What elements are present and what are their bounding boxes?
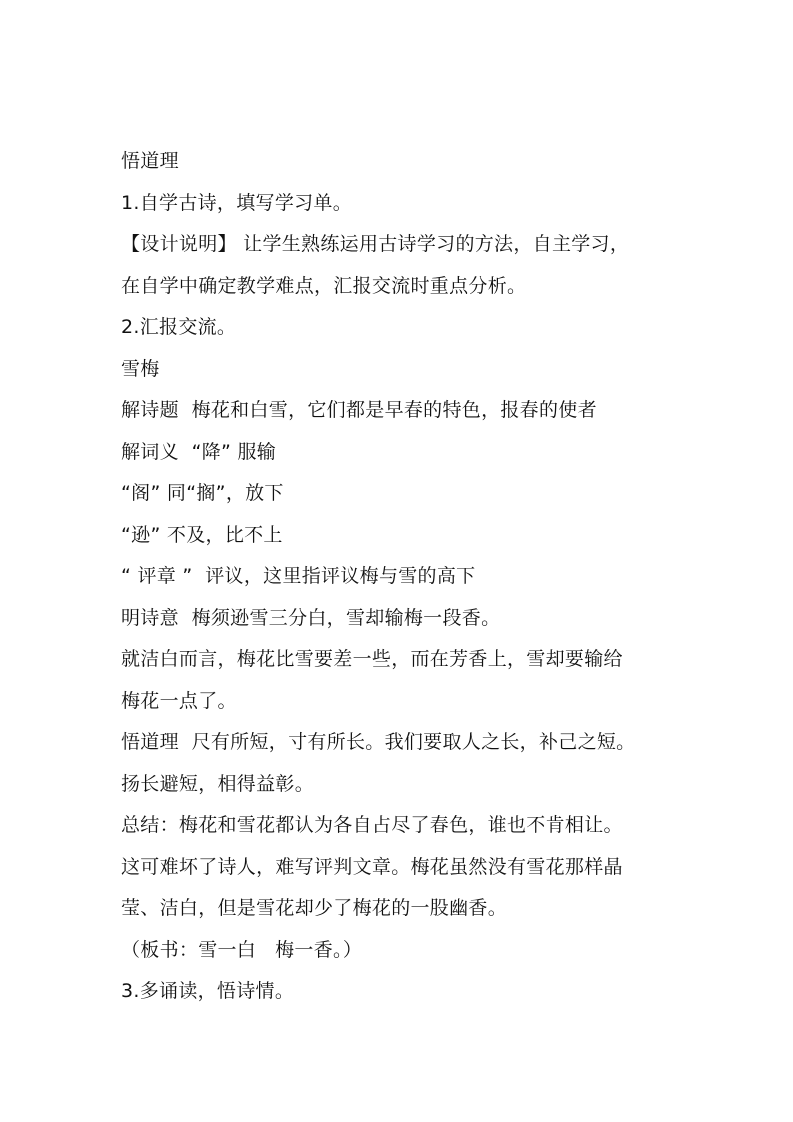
poem-meaning-explain-1: 就洁白而言，梅花比雪要差一些，而在芳香上，雪却要输给 [121, 648, 623, 670]
step-3-recite: 3.多诵读，悟诗情。 [121, 980, 295, 1002]
summary-line-3: 莹、洁白，但是雪花却少了梅花的一股幽香。 [121, 897, 508, 919]
summary-line-2: 这可难坏了诗人，难写评判文章。梅花虽然没有雪花那样晶 [121, 855, 623, 878]
section-heading-wu-dao-li: 悟道理 [121, 150, 179, 172]
poem-meaning-line: 明诗意 梅须逊雪三分白，雪却输梅一段香。 [121, 606, 501, 629]
explain-word-pingzhang: “ 评章 ” 评议，这里指评议梅与雪的高下 [121, 565, 476, 587]
document-body [121, 141, 681, 1013]
blackboard-note: （板书：雪一白 梅一香。） [121, 938, 363, 961]
explain-word-ge: “阁” 同“搁”，放下 [121, 482, 284, 504]
summary-line-1: 总结：梅花和雪花都认为各自占尽了春色，谁也不肯相让。 [121, 814, 623, 836]
poem-title: 雪梅 [121, 357, 160, 380]
explain-word-jiang: 解词义 “降” 服输 [121, 440, 277, 463]
design-note-line-2: 在自学中确定教学难点，汇报交流时重点分析。 [121, 274, 527, 297]
explain-word-xun: “逊” 不及，比不上 [121, 523, 283, 546]
moral-line-1: 悟道理 尺有所短，寸有所长。我们要取人之长，补己之短。 [121, 731, 636, 753]
step-2-report: 2.汇报交流。 [121, 316, 237, 338]
design-note-line-1: 【设计说明】 让学生熟练运用古诗学习的方法，自主学习， [121, 233, 630, 255]
poem-meaning-explain-2: 梅花一点了。 [121, 689, 237, 712]
step-1-self-study: 1.自学古诗，填写学习单。 [121, 191, 353, 214]
moral-line-2: 扬长避短，相得益彰。 [121, 772, 315, 795]
explain-title: 解诗题 梅花和白雪，它们都是早春的特色，报春的使者 [121, 399, 597, 421]
